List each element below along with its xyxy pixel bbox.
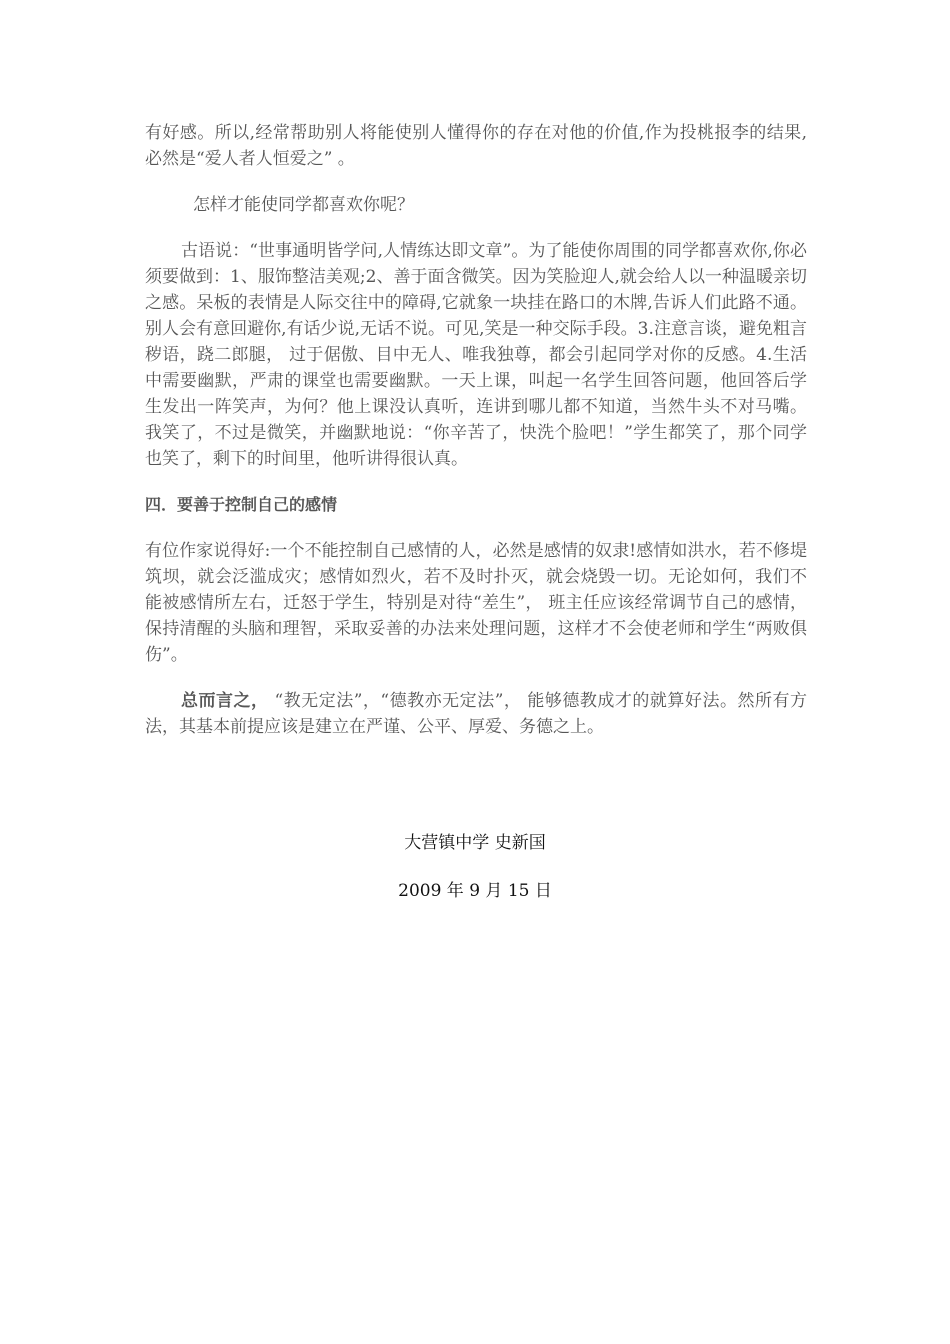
summary-lead: 总而言之，	[181, 691, 269, 711]
signature-author: 大营镇中学 史新国	[404, 833, 546, 853]
paragraph-4	[145, 688, 807, 740]
question-line: 怎样才能使同学都喜欢你呢？	[193, 195, 414, 215]
section-heading: 四．要善于控制自己的感情	[145, 495, 338, 514]
summary-text: “教无定法”，“德教亦无定法”， 能够德教成才的就算好法。然所有方法，其基本前提应该是建立在严谨、公平、厚爱、务德之上。	[145, 691, 807, 737]
signature-date: 2009 年 9 月 15 日	[398, 881, 552, 901]
paragraph-2: 古语说：“世事通明皆学问,人情练达即文章”。为了能使你周围的同学都喜欢你,你必须要做到：1、服饰整洁美观;2、善于面含微笑。因为笑脸迎人,就会给人以一种温暖亲切之感。呆板的表情是人际交往中的障碍,它就象一块挂在路口的木牌,告诉人们此路不通。别人会有意回避你,有话少说,无话不说。可见,笑是一种交际手段。3.注意言谈，避免粗言秽语，跷二郎腿， 过于倨傲、目中无人、唯我独尊，都会引起同学对你的反感。4.生活中需要幽默，严肃的课堂也需要幽默。一天上课，叫起一名学生回答问题，他回答后学生发出一阵笑声，为何？他上课没认真听，连讲到哪儿都不知道，当然牛头不对马嘴。我笑了，不过是微笑，并幽默地说：“你辛苦了，快洗个脸吧！”学生都笑了，那个同学也笑了，剩下的时间里，他听讲得很认真。	[145, 241, 807, 469]
paragraph-3: 有位作家说得好:一个不能控制自己感情的人，必然是感情的奴隶!感情如洪水，若不修堤筑坝，就会泛滥成灾；感情如烈火，若不及时扑灭，就会烧毁一切。无论如何，我们不能被感情所左右，迁怒于学生，特别是对待“差生”， 班主任应该经常调节自己的感情，保持清醒的头脑和理智，采取妥善的办法来处理问题，这样才不会使老师和学生“两败俱伤”。	[145, 541, 807, 665]
paragraph-1: 有好感。所以,经常帮助别人将能使别人懂得你的存在对他的价值,作为投桃报李的结果,必然是“爱人者人恒爱之” 。	[145, 123, 807, 169]
document-body	[145, 120, 807, 740]
